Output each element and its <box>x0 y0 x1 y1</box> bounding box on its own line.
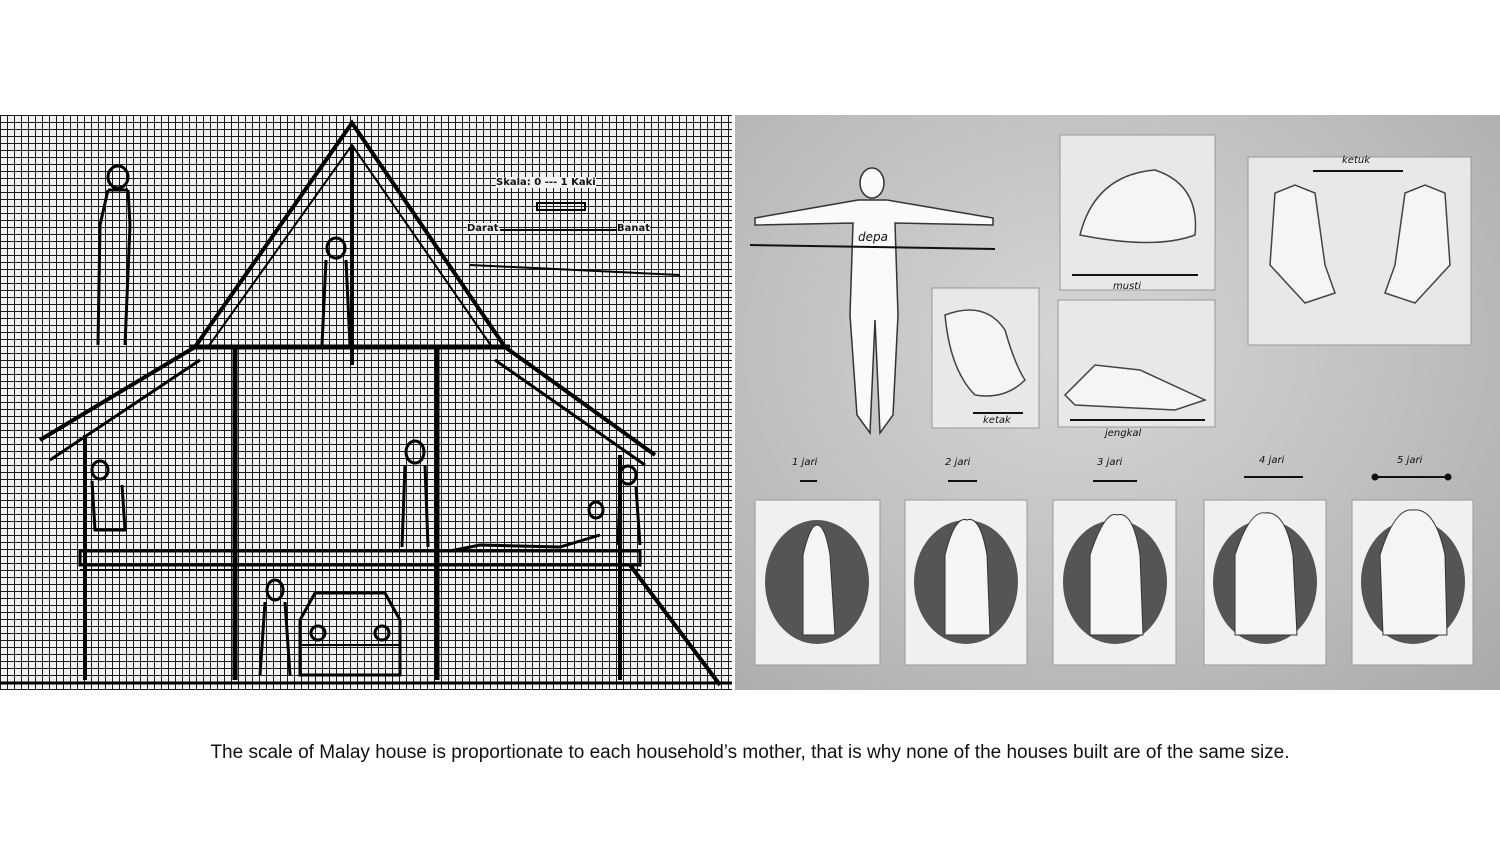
jari-4-label: 4 jari <box>1259 455 1285 466</box>
ketak-label: ketak <box>983 415 1011 426</box>
slide-caption: The scale of Malay house is proportionate to each household’s mother, that is why none of the houses built are of the same size. <box>210 742 1290 763</box>
body-measurement-units-illustration <box>735 115 1500 690</box>
malay-house-section-drawing <box>0 115 732 690</box>
scale-label: Skala: 0 --- 1 Kaki <box>496 177 596 188</box>
jari-3-label: 3 jari <box>1097 457 1123 468</box>
darat-label: Darat <box>467 223 499 234</box>
measurement-illustrations <box>735 115 1500 690</box>
jengkal-label: jengkal <box>1105 428 1142 439</box>
banat-label: Banat <box>617 223 651 234</box>
jari-2-label: 2 jari <box>945 457 971 468</box>
jari-photos <box>755 500 1473 665</box>
depa-label: depa <box>858 230 888 244</box>
jari-1-label: 1 jari <box>792 457 818 468</box>
house-section-illustration <box>0 115 732 690</box>
musti-label: musti <box>1113 281 1141 292</box>
jari-5-label: 5 jari <box>1397 455 1423 466</box>
ketuk-label: ketuk <box>1342 155 1370 166</box>
